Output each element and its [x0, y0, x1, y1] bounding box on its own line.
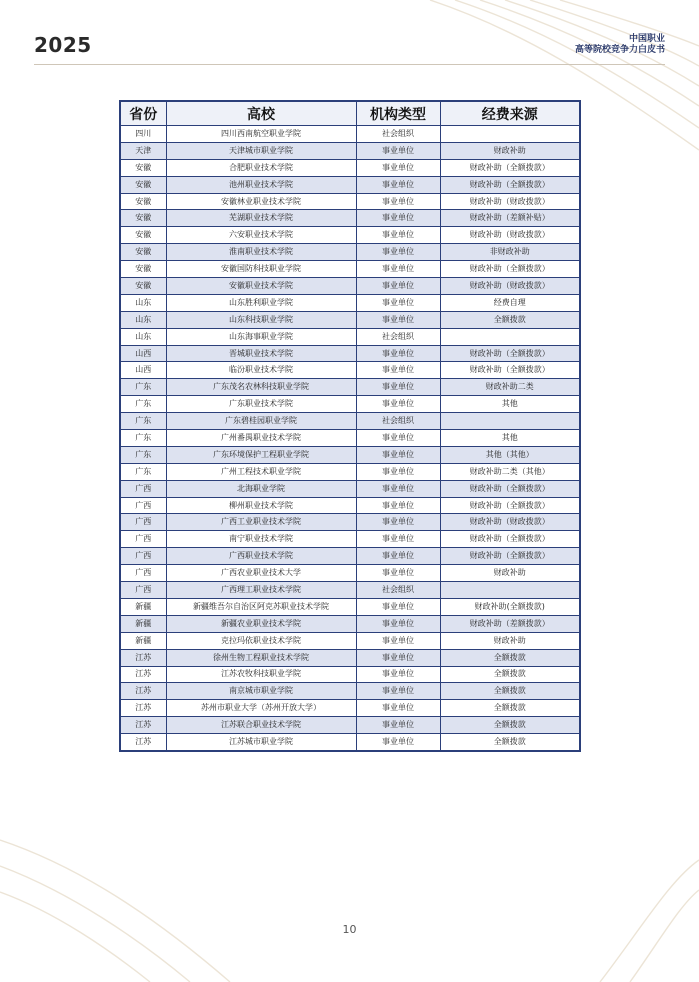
cell-province: 山西: [120, 345, 166, 362]
cell-school: 山东科技职业学院: [166, 311, 356, 328]
cell-org-type: 事业单位: [356, 463, 440, 480]
table-row: [120, 632, 580, 649]
column-header-province: 省份: [120, 101, 166, 126]
cell-funding: 财政补助（全额拨款）: [440, 159, 580, 176]
cell-funding: 财政补助（全额拨款）: [440, 531, 580, 548]
cell-org-type: 事业单位: [356, 210, 440, 227]
table-row: [120, 396, 580, 413]
cell-province: 安徽: [120, 210, 166, 227]
cell-funding: 财政补助（差额拨款）: [440, 615, 580, 632]
report-brand: [575, 34, 665, 56]
cell-school: 广西理工职业技术学院: [166, 582, 356, 599]
cell-funding: [440, 328, 580, 345]
cell-province: 山东: [120, 294, 166, 311]
table-row: [120, 700, 580, 717]
cell-funding: 财政补助二类: [440, 379, 580, 396]
cell-org-type: 事业单位: [356, 176, 440, 193]
table-row: [120, 598, 580, 615]
cell-province: 广东: [120, 430, 166, 447]
table-row: [120, 345, 580, 362]
cell-school: 合肥职业技术学院: [166, 159, 356, 176]
cell-school: 广西工业职业技术学院: [166, 514, 356, 531]
column-header-org-type: 机构类型: [356, 101, 440, 126]
cell-funding: 财政补助（全额拨款）: [440, 261, 580, 278]
cell-funding: 经费自理: [440, 294, 580, 311]
cell-school: 克拉玛依职业技术学院: [166, 632, 356, 649]
cell-funding: 财政补助(全额拨款): [440, 598, 580, 615]
cell-school: 柳州职业技术学院: [166, 497, 356, 514]
table-row: [120, 126, 580, 143]
cell-funding: 财政补助（差额补贴）: [440, 210, 580, 227]
cell-org-type: 事业单位: [356, 379, 440, 396]
table-header-row: [120, 101, 580, 126]
cell-funding: 全额拨款: [440, 683, 580, 700]
cell-province: 安徽: [120, 176, 166, 193]
cell-school: 安徽国防科技职业学院: [166, 261, 356, 278]
institution-table: [119, 100, 581, 752]
cell-funding: 财政补助（全额拨款）: [440, 480, 580, 497]
cell-province: 江苏: [120, 734, 166, 751]
cell-province: 广西: [120, 531, 166, 548]
cell-funding: 财政补助二类（其他）: [440, 463, 580, 480]
brand-line-1: 中国职业: [628, 34, 665, 44]
cell-school: 广东茂名农林科技职业学院: [166, 379, 356, 396]
cell-province: 安徽: [120, 278, 166, 295]
cell-org-type: 事业单位: [356, 396, 440, 413]
cell-funding: 财政补助（全额拨款）: [440, 497, 580, 514]
cell-org-type: 事业单位: [356, 446, 440, 463]
cell-org-type: 事业单位: [356, 261, 440, 278]
table-row: [120, 278, 580, 295]
cell-org-type: 事业单位: [356, 227, 440, 244]
cell-school: 广西农业职业技术大学: [166, 565, 356, 582]
cell-school: 苏州市职业大学（苏州开放大学）: [166, 700, 356, 717]
table-row: [120, 649, 580, 666]
cell-org-type: 事业单位: [356, 311, 440, 328]
table-row: [120, 666, 580, 683]
cell-funding: 非财政补助: [440, 244, 580, 261]
table-row: [120, 311, 580, 328]
cell-school: 徐州生物工程职业技术学院: [166, 649, 356, 666]
cell-funding: 财政补助（财政拨款）: [440, 514, 580, 531]
cell-school: 山东海事职业学院: [166, 328, 356, 345]
cell-school: 南宁职业技术学院: [166, 531, 356, 548]
cell-org-type: 事业单位: [356, 649, 440, 666]
table-row: [120, 176, 580, 193]
table-row: [120, 548, 580, 565]
cell-funding: 全额拨款: [440, 666, 580, 683]
table-row: [120, 294, 580, 311]
table-row: [120, 582, 580, 599]
table-row: [120, 261, 580, 278]
cell-province: 山西: [120, 362, 166, 379]
cell-school: 新疆农业职业技术学院: [166, 615, 356, 632]
cell-funding: 全额拨款: [440, 649, 580, 666]
cell-org-type: 事业单位: [356, 142, 440, 159]
cell-org-type: 事业单位: [356, 480, 440, 497]
page-number: 10: [342, 923, 357, 936]
cell-org-type: 事业单位: [356, 193, 440, 210]
cell-org-type: 社会组织: [356, 328, 440, 345]
table-row: [120, 227, 580, 244]
cell-province: 安徽: [120, 261, 166, 278]
cell-org-type: 事业单位: [356, 362, 440, 379]
report-year: 2025: [34, 33, 92, 57]
cell-org-type: 社会组织: [356, 126, 440, 143]
cell-org-type: 事业单位: [356, 531, 440, 548]
table-row: [120, 497, 580, 514]
cell-org-type: 事业单位: [356, 244, 440, 261]
table-row: [120, 244, 580, 261]
cell-school: 四川西南航空职业学院: [166, 126, 356, 143]
cell-school: 六安职业技术学院: [166, 227, 356, 244]
cell-school: 淮南职业技术学院: [166, 244, 356, 261]
cell-province: 江苏: [120, 700, 166, 717]
cell-school: 安徽林业职业技术学院: [166, 193, 356, 210]
cell-school: 江苏城市职业学院: [166, 734, 356, 751]
cell-org-type: 事业单位: [356, 345, 440, 362]
brand-line-2: 高等院校竞争力白皮书: [574, 45, 665, 55]
cell-province: 山东: [120, 311, 166, 328]
cell-province: 安徽: [120, 244, 166, 261]
cell-school: 广东职业技术学院: [166, 396, 356, 413]
cell-org-type: 事业单位: [356, 717, 440, 734]
cell-funding: 财政补助（全额拨款）: [440, 362, 580, 379]
cell-province: 江苏: [120, 683, 166, 700]
cell-province: 广西: [120, 514, 166, 531]
cell-school: 广东碧桂园职业学院: [166, 413, 356, 430]
cell-org-type: 事业单位: [356, 430, 440, 447]
cell-school: 广东环境保护工程职业学院: [166, 446, 356, 463]
table-row: [120, 413, 580, 430]
cell-org-type: 事业单位: [356, 666, 440, 683]
cell-province: 广西: [120, 548, 166, 565]
cell-school: 广州工程技术职业学院: [166, 463, 356, 480]
cell-org-type: 事业单位: [356, 514, 440, 531]
cell-funding: 财政补助（全额拨款）: [440, 345, 580, 362]
cell-school: 广州番禺职业技术学院: [166, 430, 356, 447]
table-row: [120, 531, 580, 548]
cell-province: 广西: [120, 480, 166, 497]
cell-org-type: 事业单位: [356, 278, 440, 295]
cell-org-type: 事业单位: [356, 159, 440, 176]
cell-funding: 财政补助: [440, 632, 580, 649]
cell-funding: 财政补助（财政拨款）: [440, 227, 580, 244]
table-row: [120, 362, 580, 379]
cell-funding: 全额拨款: [440, 717, 580, 734]
cell-province: 新疆: [120, 598, 166, 615]
cell-province: 江苏: [120, 649, 166, 666]
cell-org-type: 事业单位: [356, 615, 440, 632]
cell-funding: [440, 126, 580, 143]
cell-org-type: 事业单位: [356, 700, 440, 717]
cell-province: 广西: [120, 497, 166, 514]
cell-province: 广东: [120, 446, 166, 463]
cell-funding: 其他: [440, 396, 580, 413]
cell-funding: 财政补助: [440, 142, 580, 159]
cell-org-type: 事业单位: [356, 632, 440, 649]
table-row: [120, 615, 580, 632]
cell-province: 广东: [120, 379, 166, 396]
table-row: [120, 463, 580, 480]
column-header-funding: 经费来源: [440, 101, 580, 126]
cell-org-type: 事业单位: [356, 294, 440, 311]
cell-province: 安徽: [120, 227, 166, 244]
cell-funding: 其他（其他）: [440, 446, 580, 463]
cell-province: 江苏: [120, 717, 166, 734]
table-row: [120, 480, 580, 497]
cell-school: 南京城市职业学院: [166, 683, 356, 700]
cell-school: 江苏农牧科技职业学院: [166, 666, 356, 683]
cell-province: 广西: [120, 565, 166, 582]
cell-province: 广东: [120, 396, 166, 413]
cell-school: 山东胜利职业学院: [166, 294, 356, 311]
table-row: [120, 328, 580, 345]
cell-school: 广西职业技术学院: [166, 548, 356, 565]
cell-org-type: 事业单位: [356, 734, 440, 751]
cell-funding: [440, 413, 580, 430]
cell-funding: 财政补助（财政拨款）: [440, 193, 580, 210]
cell-funding: 财政补助（全额拨款）: [440, 176, 580, 193]
cell-province: 广东: [120, 413, 166, 430]
cell-school: 安徽职业技术学院: [166, 278, 356, 295]
cell-funding: 全额拨款: [440, 700, 580, 717]
cell-org-type: 事业单位: [356, 497, 440, 514]
cell-funding: 财政补助（财政拨款）: [440, 278, 580, 295]
cell-school: 天津城市职业学院: [166, 142, 356, 159]
cell-funding: 其他: [440, 430, 580, 447]
cell-school: 临汾职业技术学院: [166, 362, 356, 379]
table-row: [120, 430, 580, 447]
cell-school: 新疆维吾尔自治区阿克苏职业技术学院: [166, 598, 356, 615]
table-row: [120, 159, 580, 176]
cell-school: 北海职业学院: [166, 480, 356, 497]
cell-province: 江苏: [120, 666, 166, 683]
table-row: [120, 717, 580, 734]
cell-org-type: 事业单位: [356, 565, 440, 582]
cell-province: 安徽: [120, 159, 166, 176]
cell-province: 四川: [120, 126, 166, 143]
cell-funding: [440, 582, 580, 599]
cell-province: 新疆: [120, 615, 166, 632]
cell-funding: 财政补助（全额拨款）: [440, 548, 580, 565]
cell-province: 广西: [120, 582, 166, 599]
table-row: [120, 734, 580, 751]
cell-funding: 全额拨款: [440, 311, 580, 328]
table-row: [120, 379, 580, 396]
table-row: [120, 193, 580, 210]
cell-org-type: 社会组织: [356, 582, 440, 599]
table-row: [120, 210, 580, 227]
column-header-school: 高校: [166, 101, 356, 126]
cell-province: 广东: [120, 463, 166, 480]
cell-funding: 全额拨款: [440, 734, 580, 751]
cell-org-type: 事业单位: [356, 598, 440, 615]
table-row: [120, 683, 580, 700]
cell-org-type: 事业单位: [356, 548, 440, 565]
cell-province: 山东: [120, 328, 166, 345]
cell-org-type: 事业单位: [356, 683, 440, 700]
cell-province: 天津: [120, 142, 166, 159]
table-row: [120, 514, 580, 531]
table-row: [120, 565, 580, 582]
cell-province: 安徽: [120, 193, 166, 210]
cell-school: 芜湖职业技术学院: [166, 210, 356, 227]
cell-funding: 财政补助: [440, 565, 580, 582]
cell-school: 江苏联合职业技术学院: [166, 717, 356, 734]
header-divider: [34, 64, 665, 65]
table-row: [120, 142, 580, 159]
table-body: [120, 126, 580, 751]
cell-org-type: 社会组织: [356, 413, 440, 430]
cell-school: 池州职业技术学院: [166, 176, 356, 193]
cell-school: 晋城职业技术学院: [166, 345, 356, 362]
table-row: [120, 446, 580, 463]
cell-province: 新疆: [120, 632, 166, 649]
